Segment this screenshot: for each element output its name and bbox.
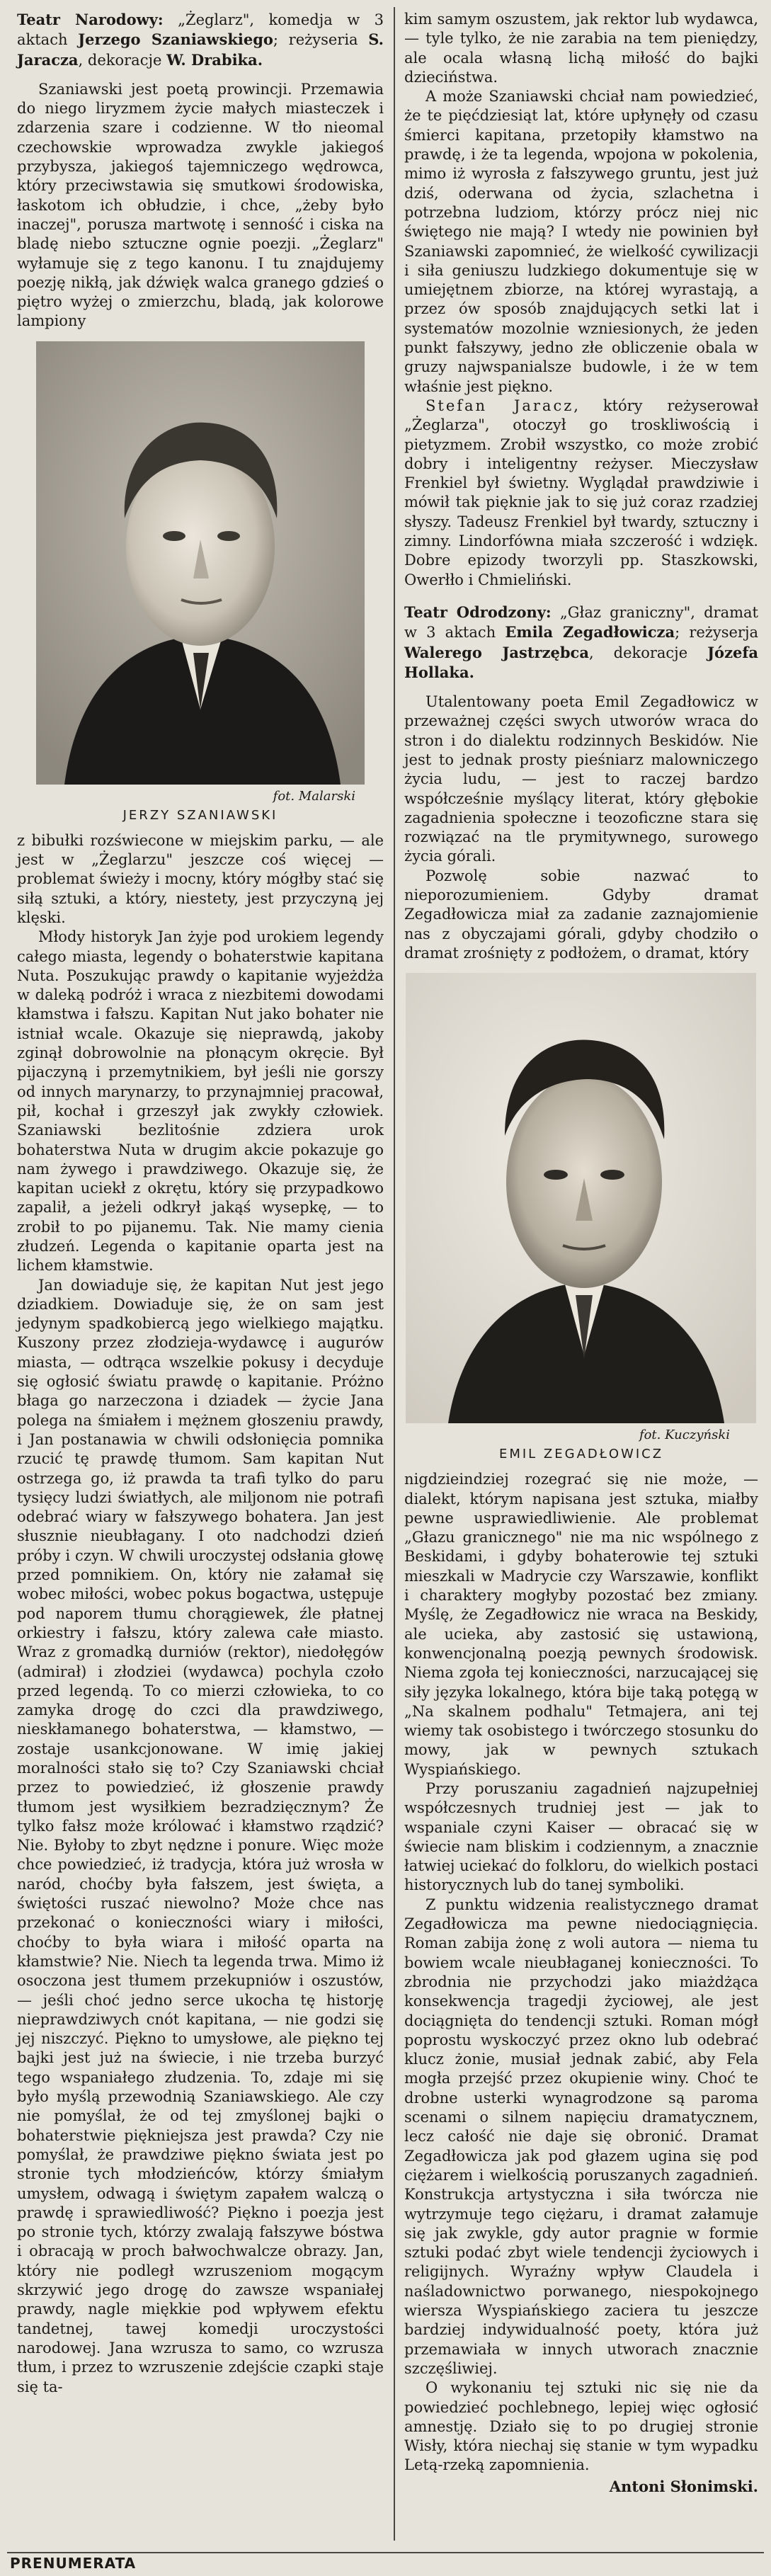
portrait-image	[406, 973, 756, 1423]
paragraph: O wykonaniu tej sztuki nic się nie da powiedzieć pochlebnego, lepiej więc ogłosić amnestję. Działo się to po drugiej stronie Wisły, która niechaj się stanie w tym wypadku Letą-rzeką zapomnienia.	[404, 2379, 758, 2474]
play-author: Jerzego Szaniawskiego	[78, 30, 273, 49]
paragraph: nigdzieindziej rozegrać się nie może, — dialekt, którym napisana jest sztuka, miałby pewne usprawiedliwienie. Ale problemat „Głazu granicznego" nie ma nic wspólnego z Beskidami, i gdyby bohaterowie tej sztuki mieszkali w Madrycie czy Warszawie, konflikt i charaktery mogłyby pozostać bez zmiany. Myślę, że Zegadłowicz nie wraca na Beskidy, ale ucieka, aby zastosić się ustawioną, konwencjonalną poezją pewnych środowisk. Niema zgoła tej konieczności, narzucającej się siły języka lokalnego, która bije taką potęgą w „Na skalnem podhalu" Tetmajera, ani tej wiemy tak osobistego i twórczego stosunku do mowy, jak w pewnych sztukach Wyspiańskiego.	[404, 1471, 758, 1778]
photo-caption: EMIL ZEGADŁOWICZ	[498, 1447, 664, 1462]
play-author: Emila Zegadłowicza	[505, 623, 675, 642]
paragraph-performers	[404, 397, 758, 590]
decorator-name: W. Drabika.	[166, 50, 263, 69]
portrait-photo-zegadlowicz	[406, 973, 756, 1423]
paragraph: Młody historyk Jan żyje pod urokiem legendy całego miasta, legendy o bohaterstwie kapitana Nuta. Poszukując prawdy o kapitanie wyjeżdża w daleką podróż i wraca z niezbitemi dowodami kłamstwa i fałszu. Kapitan Nut jako bohater nie istniał wcale. Okazuje się nieprawdą, jakoby zginął dobrowolnie na płonącym okręcie. Był pijaczyną i przemytnikiem, był jeśli nie gorszy od innych marynarzy, to przynajmniej pracował, pił, kochał i grzeszył jak zwykły człowiek. Szaniawski bezlitośnie zdziera urok bohaterstwa Nuta w drugim akcie pokazuje go nam żywego i prawdziwego. Okazuje się, że kapitan uciekł z okrętu, który się przypadkowo zapalił, a jeżeli odkrył jakąś wysepkę, — to zrobił to po pijanemu. Tak. Nie mamy cienia złudzeń. Legenda o kapitanie oparta jest na lichem kłamstwie.	[17, 928, 384, 1275]
paragraph: Z punktu widzenia realistycznego dramat Zegadłowicza ma pewne niedociągnięcia. Roman zabija żonę z woli autora — niema tu bowiem wcale nieubłaganej konieczności. To zbrodnia nie przychodzi jako miażdżąca konsekwencja tragedji życiowej, ale jest dociągnięta do tendencji sztuki. Roman mógł poprostu wyskoczyć przez okno lub odebrać klucz żonie, musiał jednak zabić, aby Fela mogła przejść przez okupienie winy. Choć te drobne usterki wynagrodzone są paroma scenami o silnem napięciu dramatycznem, lecz całość nie daje się obronić. Dramat Zegadłowicza jak pod głazem ugina się pod ciężarem i wielkością poruszanych zagadnień. Konstrukcja artystyczna i siła twórcza nie wytrzymuje tego ciężaru, i dramat załamuje się jak zwykle, gdy autor pragnie w formie sztuki podać zbyt wiele tendencji życiowych i religijnych. Wyraźny wpływ Claudela i naśladownictwo porwanego, niespokojnego wiersza Wyspiańskiego zaciera tu jeszcze bardziej indywidualność poety, która już przemawiała w innych utworach znacznie szczęśliwiej.	[404, 1896, 758, 2377]
director-name: S. Jaracza	[17, 30, 384, 69]
author-signature: Antoni Słonimski.	[609, 2477, 758, 2495]
play-info: „Głaz graniczny", dramat w 3 aktach	[404, 603, 758, 642]
paragraph: Szaniawski jest poetą prowincji. Przemawia do niego liryzmem życie małych miasteczek i zdarzenia szare i codzienne. W tło nieomal czechowskie wprowadza zwykle jakiegoś przybysza, jakiegoś tajemniczego wędrowca, który przeciwstawia się smutkowi środowiska, łaskotom ich obłudzie, i chce, „żeby było inaczej", porusza martwotę i senność i ciska na bladę niebo sztuczne ognie poezji. „Żeglarz" wyłamuje się z tego kanonu. I tu znajdujemy poezję nikłą, jak dźwięk walca granego gdzieś o piętro wyżej o zmierzchu, bladą, jak kolorowe lampiony	[17, 80, 384, 330]
left-column	[17, 10, 384, 2397]
photo-figure-zegadlowicz	[404, 973, 758, 1463]
footer-heading: PRENUMERATA	[10, 2555, 137, 2572]
decor-label: , dekoracje	[588, 644, 708, 661]
photo-credit: fot. Kuczyński	[639, 1427, 730, 1443]
footer-rule	[7, 2552, 764, 2553]
paragraph: A może Szaniawski chciał nam powiedzieć, że te pięćdziesiąt lat, które upłynęły od czasu śmierci kapitana, przetopiły kłamstwo na prawdę, i że ta legenda, wpojona w pokolenia, mimo iż wyrosła z fałszywego gruntu, jest już dziś, oderwana od życia, szlachetna i potrzebna ludziom, którzy prócz niej nic świętego nie mają? I wtedy nie powinien był Szaniawski zapomnieć, że wielkość cywilizacji i siła geniuszu ludzkiego dokumentuje się w umiejętnem zbiorze, na której wyrastają, a przez ów sposób znajdujących setki lat i systematów mozolnie wzniesionych, że jeden punkt fałszywy, jedno złe obliczenie obala w gruzy najwspanialsze budowle, i że w tem właśnie jest piękno.	[404, 88, 758, 395]
theatre-name: Teatr Odrodzony:	[404, 603, 552, 621]
column-divider	[394, 7, 395, 2541]
photo-caption: JERZY SZANIAWSKI	[122, 807, 278, 823]
person-name: Stefan Jaracz	[426, 397, 574, 414]
paragraph: z bibułki rozświecone w miejskim parku, — ale jest w „Żeglarzu" jeszcze coś więcej — problemat świeży i mocny, który mógłby stać się siłą sztuki, a który, niestety, jest przyczyną jej klęski.	[17, 831, 384, 926]
paragraph-text: , który reżyserował „Żeglarza", otoczył go troskliwością i pietyzmem. Zrobił wszystko, co może zrobić dobry i inteligentny reżyser. Mieczysław Frenkiel był świetny. Wyglądał prawdziwie i mówił tak pięknie jak to się już coraz rzadziej słyszy. Tadeusz Frenkiel był twardy, sztuczny i zimny. Lindorfówna miała szczerość i wdzięk. Dobre epizody tworzyli pp. Staszkowski, Owerłło i Chmieliński.	[404, 397, 758, 588]
paragraph: Jan dowiaduje się, że kapitan Nut jest jego dziadkiem. Dowiaduje się, że on sam jest jedynym spadkobiercą jego wielkiego majątku. Kuszony przez złodzieja-wydawcę i augurów miasta, — odtrąca wszelkie pokusy i decyduje się ogłosić światu prawdę o kapitanie. Próżno błaga go narzeczona i dziadek — życie Jana polega na śmiałem i mężnem głoszeniu prawdy, i Jan postanawia w chwili odsłonięcia pomnika rzucić tę prawdę tłumom. Sam kapitan Nut ostrzega go, iż prawda ta trafi tylko do paru tysięcy ludzi światłych, ale miljonom nie potrafi odebrać wiary w fałszywego bohatera. Jan jest słusznie nieubłagany. I oto nadchodzi dzień próby i czyn. W chwili uroczystej odsłania głowę przed pomnikiem. On, który nie załamał się wobec miłości, wobec pokus bogactwa, ustępuje pod naporem tłumu chorągiewek, źle płatnej orkiestry i fałszu, który zalewa całe miasto. Wraz z gromadką durniów (rektor), niedołęgów (admirał) i złodziei (wydawca) pochyla czoło przed legendą. To co mierzi człowieka, to co zamyka drogę do czci dla prawdziwego, nieskłamanego bohaterstwa, — kłamstwo, — zostaje usankcjonowane. W imię jakiej moralności stało się to? Czy Szaniawski chciał przez to powiedzieć, iż głoszenie prawdy tłumom jest wysiłkiem bezradzięcznym? Że tylko fałsz może królować i kłamstwo rządzić? Nie. Byłoby to zbyt nędzne i ponure. Więc może chce powiedzieć, iż tradycja, która już wrosła w naród, choćby była fałszem, jest święta, a świętości ruszać niewolno? Może chce nas przekonać o konieczności wiary i miłości, choćby to była wiara i miłość oparta na kłamstwie? Nie. Niech ta legenda trwa. Mimo iż osoczona jest tłumem przekupniów i oszustów, — jeśli choć jedno serce ukocha tę historję nieprawdziwych cnót kapitana, — nie godzi się jej niszczyć. Piękno to umysłowe, ale piękno tej bajki jest już na świecie, i nie trzeba burzyć tego wspaniałego złudzenia. To, zdaje mi się było myślą przewodnią Szaniawskiego. Ale czy nie pomyślał, że od tej zmyślonej bajki o bohaterstwie piękniejsza jest prawda? Czy nie pomyślał, że prawdziwe piękno świata jest po stronie tych młodzieńców, którzy śmiałym umysłem, odwagą i świętym zapałem walczą o prawdę i sprawiedliwość? Piękno i poezja jest po stronie tych, którzy zwalają fałszywe bóstwa i obracają w proch bałwochwalcze obrazy. Jan, który nie podległ wzruszeniom mogącym skrzywić jego drogę do zawsze wspaniałej prawdy, nagle miękkie pod wpływem efektu tandetnej, tawej komedji uroczystości narodowej. Jana wzrusza to samo, co wzrusza tłum, i przez to wzruszenie zdejście czapki staje się ta-	[17, 1276, 384, 2395]
paragraph: Pozwolę sobie nazwać to nieporozumieniem. Gdyby dramat Zegadłowicza miał za zadanie zaznajomienie nas z obyczajami górali, gdyby chodziło o dramat zrośnięty z podłożem, o dramat, który	[404, 867, 758, 962]
direction-label: ; reżyseria	[273, 31, 369, 49]
review-header-narodowy	[17, 10, 384, 70]
theatre-name: Teatr Narodowy:	[17, 11, 164, 28]
director-name: Walerego Jastrzębca	[404, 643, 589, 661]
review-header-odrodzony	[404, 603, 758, 683]
direction-label: ; reżyserja	[675, 624, 758, 642]
paragraph: kim samym oszustem, jak rektor lub wydawca, — tyle tylko, że nie zarabia na tem pieniędzy, ale ocala własną lichą miłość do bajki dzieciństwa.	[404, 11, 758, 86]
photo-figure-szaniawski	[17, 341, 384, 824]
portrait-image	[36, 341, 365, 785]
section-gap	[404, 590, 758, 603]
right-column	[404, 10, 758, 2496]
paragraph: Przy poruszaniu zagadnień najzupełniej współczesnych trudniej jest — jak to wspaniale czyni Kaiser — obracać się w świecie nam bliskim i codziennym, a znacznie łatwiej uciekać do folkloru, do wielkich postaci historycznych lub do tanej symboliki.	[404, 1780, 758, 1894]
decor-label: , dekoracje	[78, 51, 167, 69]
play-info: „Żeglarz", komedja w 3 aktach	[17, 11, 384, 49]
paragraph: Utalentowany poeta Emil Zegadłowicz w przeważnej części swych utworów wraca do stron i do dialektu rodzinnych Beskidów. Nie jest to jednak prosty pieśniarz malowniczego życia ludu, — jest to raczej bardzo współcześnie myślący literat, który głębokie zagadnienia społeczne i teozoficzne stara się rozwiązać na tle prymitywnego, surowego życia górali.	[404, 693, 758, 865]
photo-credit: fot. Malarski	[273, 788, 355, 804]
portrait-photo-szaniawski	[36, 341, 365, 785]
decorator-name: Józefa Hollaka.	[404, 643, 758, 681]
